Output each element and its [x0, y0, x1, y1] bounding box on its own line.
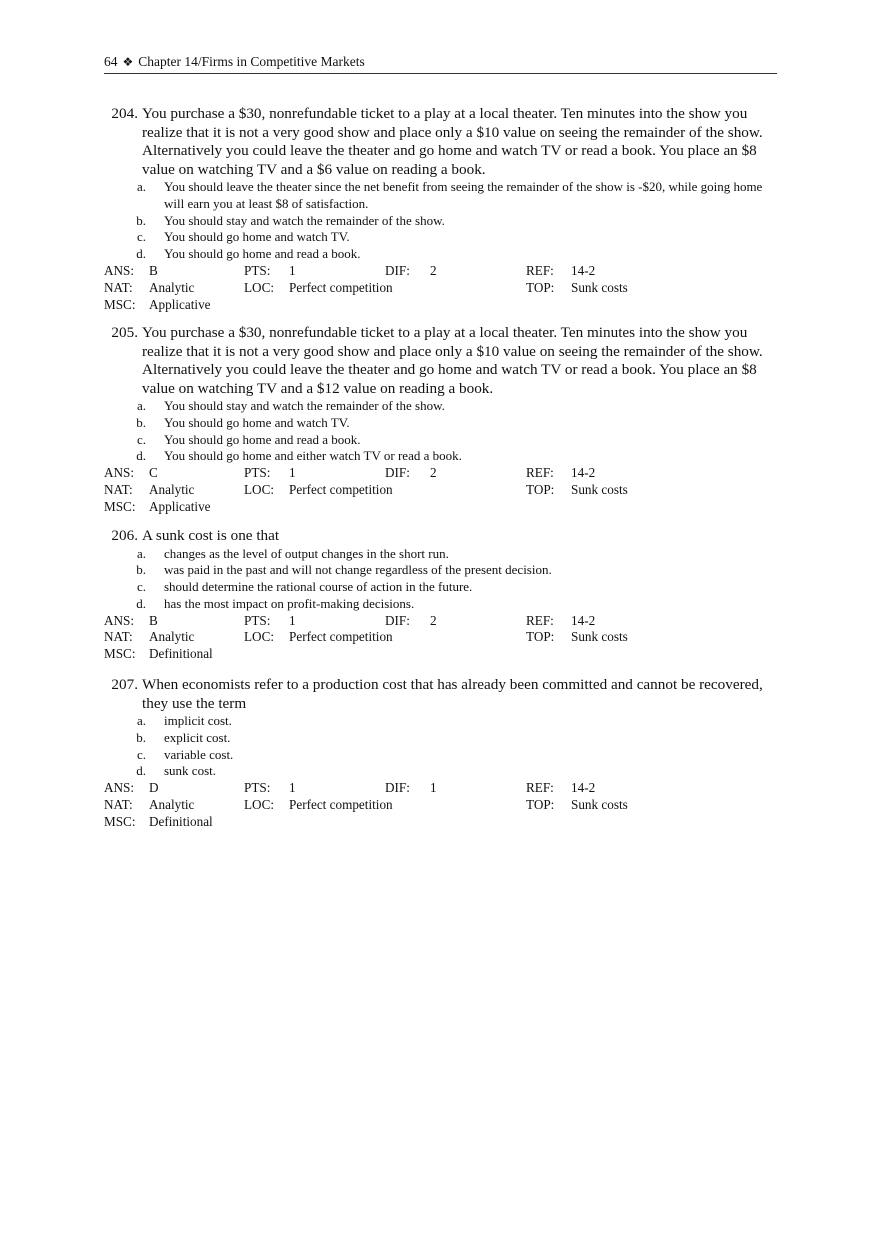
- nat-label: NAT:: [104, 279, 133, 295]
- option-letter: c.: [136, 746, 146, 762]
- dif-value: 2: [430, 612, 437, 628]
- page-header: [104, 53, 777, 74]
- option-text: explicit cost.: [164, 729, 231, 745]
- ref-label: REF:: [526, 262, 554, 278]
- question-text: You purchase a $30, nonrefundable ticket to a play at a local theater. Ten minutes into the show you realize that it is not a very good show and place only a $10 value on seeing the remainder of the show. Alternatively you could leave the theater and go home and watch TV or read a book. You place an $8 value on watching TV and a $6 value on reading a book.: [142, 105, 763, 178]
- msc-label: MSC:: [104, 296, 136, 312]
- ref-value: 14-2: [571, 465, 596, 481]
- option-letter: c.: [136, 431, 146, 447]
- option-text: should determine the rational course of action in the future.: [164, 579, 473, 595]
- diamond-icon: ❖: [122, 55, 134, 69]
- pts-value: 1: [289, 262, 296, 278]
- ref-value: 14-2: [571, 612, 596, 628]
- loc-label: LOC:: [244, 629, 275, 645]
- top-value: Sunk costs: [571, 279, 628, 295]
- nat-label: NAT:: [104, 629, 133, 645]
- loc-value: Perfect competition: [289, 629, 393, 645]
- option-c: [104, 747, 784, 764]
- ans-value: B: [149, 612, 158, 628]
- option-d: [104, 763, 784, 780]
- top-value: Sunk costs: [571, 796, 628, 812]
- question-number: 207.: [111, 676, 138, 693]
- option-text: You should stay and watch the remainder of the show.: [164, 398, 445, 413]
- option-text: implicit cost.: [164, 713, 232, 728]
- question-text: A sunk cost is one that: [142, 527, 280, 544]
- option-b: [104, 562, 784, 579]
- nat-value: Analytic: [149, 796, 195, 812]
- option-letter: c.: [136, 579, 146, 595]
- option-letter: c.: [136, 229, 146, 245]
- option-text: variable cost.: [164, 746, 234, 762]
- option-letter: a.: [136, 179, 146, 194]
- answer-options: [104, 398, 784, 465]
- question-metadata: [104, 613, 784, 663]
- option-letter: d.: [136, 246, 146, 262]
- pts-label: PTS:: [244, 262, 271, 278]
- loc-label: LOC:: [244, 279, 275, 295]
- nat-value: Analytic: [149, 481, 195, 497]
- pts-label: PTS:: [244, 612, 271, 628]
- loc-value: Perfect competition: [289, 481, 393, 497]
- option-text: You should leave the theater since the net benefit from seeing the remainder of the show is -$20, while going home will earn you at least $8 of satisfaction.: [164, 179, 763, 211]
- question-205: [104, 324, 784, 516]
- question-text: When economists refer to a production cost that has already been committed and cannot be recovered, they use the term: [142, 676, 763, 712]
- option-letter: a.: [136, 713, 146, 728]
- ans-label: ANS:: [104, 465, 135, 481]
- question-metadata: [104, 465, 784, 515]
- option-a: [104, 179, 784, 213]
- option-letter: d.: [136, 448, 146, 464]
- option-text: You should go home and watch TV.: [164, 414, 350, 430]
- ans-label: ANS:: [104, 612, 135, 628]
- answer-options: [104, 713, 784, 780]
- option-c: [104, 229, 784, 246]
- question-207: [104, 676, 784, 831]
- question-metadata: [104, 263, 784, 313]
- dif-label: DIF:: [385, 465, 410, 481]
- ref-label: REF:: [526, 780, 554, 796]
- nat-value: Analytic: [149, 629, 195, 645]
- chapter-title: Chapter 14/Firms in Competitive Markets: [138, 54, 365, 69]
- option-c: [104, 432, 784, 449]
- pts-value: 1: [289, 465, 296, 481]
- top-value: Sunk costs: [571, 481, 628, 497]
- msc-value: Definitional: [149, 813, 213, 829]
- option-text: was paid in the past and will not change regardless of the present decision.: [164, 562, 552, 578]
- ref-value: 14-2: [571, 262, 596, 278]
- option-letter: b.: [136, 729, 146, 745]
- top-label: TOP:: [526, 279, 555, 295]
- option-letter: a.: [136, 398, 146, 413]
- msc-value: Applicative: [149, 296, 211, 312]
- dif-label: DIF:: [385, 780, 410, 796]
- ans-label: ANS:: [104, 780, 135, 796]
- msc-value: Definitional: [149, 646, 213, 662]
- top-label: TOP:: [526, 629, 555, 645]
- question-204: [104, 105, 784, 313]
- msc-value: Applicative: [149, 498, 211, 514]
- loc-label: LOC:: [244, 481, 275, 497]
- ans-label: ANS:: [104, 262, 135, 278]
- ans-value: C: [149, 465, 158, 481]
- option-letter: b.: [136, 562, 146, 578]
- loc-value: Perfect competition: [289, 796, 393, 812]
- nat-label: NAT:: [104, 796, 133, 812]
- nat-label: NAT:: [104, 481, 133, 497]
- option-text: changes as the level of output changes in the short run.: [164, 545, 449, 561]
- msc-label: MSC:: [104, 498, 136, 514]
- ref-label: REF:: [526, 612, 554, 628]
- question-number: 204.: [111, 105, 138, 122]
- msc-label: MSC:: [104, 646, 136, 662]
- top-label: TOP:: [526, 481, 555, 497]
- pts-label: PTS:: [244, 780, 271, 796]
- option-letter: b.: [136, 414, 146, 430]
- option-letter: b.: [136, 212, 146, 228]
- option-a: [104, 713, 784, 730]
- option-text: has the most impact on profit-making decisions.: [164, 595, 415, 611]
- question-text: You purchase a $30, nonrefundable ticket to a play at a local theater. Ten minutes into the show you realize that it is not a very good show and place only a $10 value on seeing the remainder of the show. Alternatively you could leave the theater and go home and watch TV or read a book. You place an $8 value on watching TV and a $12 value on reading a book.: [142, 324, 763, 397]
- dif-label: DIF:: [385, 612, 410, 628]
- nat-value: Analytic: [149, 279, 195, 295]
- option-d: [104, 448, 784, 465]
- dif-value: 1: [430, 780, 437, 796]
- option-b: [104, 415, 784, 432]
- ref-label: REF:: [526, 465, 554, 481]
- option-text: You should go home and read a book.: [164, 246, 361, 262]
- page-number: 64: [104, 54, 118, 69]
- option-b: [104, 213, 784, 230]
- question-metadata: [104, 780, 784, 830]
- option-text: sunk cost.: [164, 763, 216, 779]
- pts-label: PTS:: [244, 465, 271, 481]
- option-letter: a.: [136, 545, 146, 561]
- option-letter: d.: [136, 595, 146, 611]
- answer-options: [104, 546, 784, 613]
- option-d: [104, 596, 784, 613]
- option-a: [104, 398, 784, 415]
- loc-value: Perfect competition: [289, 279, 393, 295]
- dif-value: 2: [430, 262, 437, 278]
- answer-options: [104, 179, 784, 263]
- option-letter: d.: [136, 763, 146, 779]
- option-b: [104, 730, 784, 747]
- option-text: You should go home and either watch TV or read a book.: [164, 448, 462, 464]
- top-label: TOP:: [526, 796, 555, 812]
- option-text: You should stay and watch the remainder of the show.: [164, 212, 445, 228]
- loc-label: LOC:: [244, 796, 275, 812]
- question-number: 205.: [111, 324, 138, 341]
- dif-value: 2: [430, 465, 437, 481]
- option-c: [104, 579, 784, 596]
- msc-label: MSC:: [104, 813, 136, 829]
- option-a: [104, 546, 784, 563]
- option-text: You should go home and read a book.: [164, 431, 361, 447]
- ref-value: 14-2: [571, 780, 596, 796]
- pts-value: 1: [289, 780, 296, 796]
- top-value: Sunk costs: [571, 629, 628, 645]
- ans-value: D: [149, 780, 159, 796]
- option-text: You should go home and watch TV.: [164, 229, 350, 245]
- pts-value: 1: [289, 612, 296, 628]
- dif-label: DIF:: [385, 262, 410, 278]
- question-206: [104, 527, 784, 663]
- ans-value: B: [149, 262, 158, 278]
- question-number: 206.: [111, 527, 138, 544]
- option-d: [104, 246, 784, 263]
